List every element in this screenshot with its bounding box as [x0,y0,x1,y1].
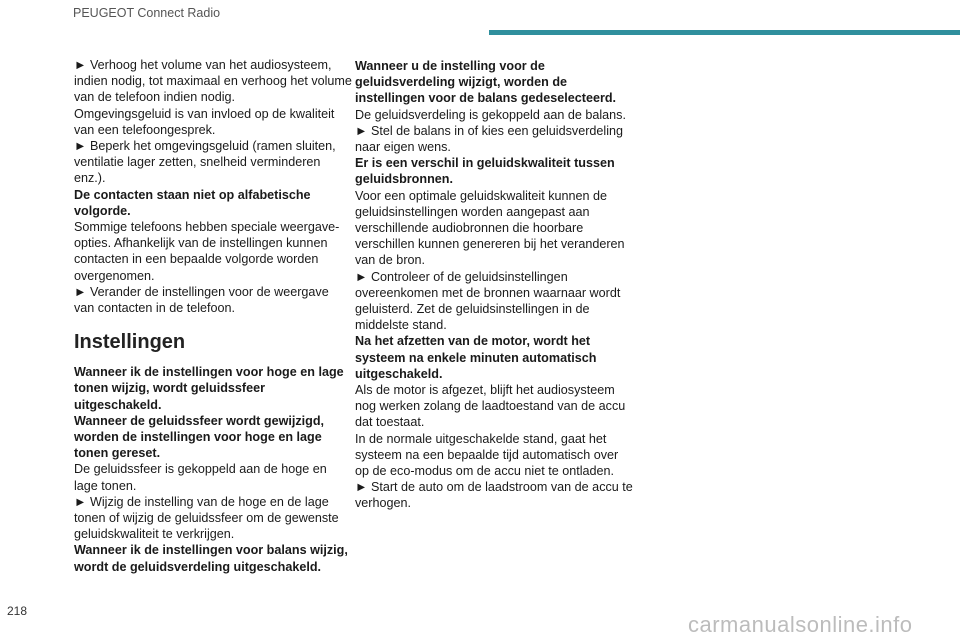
bold-paragraph: Er is een verschil in geluidskwaliteit tussen geluidsbronnen. [355,156,615,187]
right-column [355,58,633,512]
paragraph: Sommige telefoons hebben speciale weergave-opties. Afhankelijk van de instellingen kunnen contacten in een bepaalde volgorde worden overgenomen. [74,220,340,283]
paragraph: ► Controleer of de geluidsinstellingen overeenkomen met de bronnen waarnaar wordt geluisterd. Zet de geluidsinstellingen in de middelste stand. [355,269,621,333]
paragraph: Als de motor is afgezet, blijft het audiosysteem nog werken zolang de laadtoestand van de accu dat toestaat. [355,383,626,430]
watermark: carmanualsonline.info [688,612,913,637]
paragraph: In de normale uitgeschakelde stand, gaat het systeem na een bepaalde tijd automatisch over op de eco-modus om de accu niet te ontladen. [355,431,619,479]
paragraph: Omgevingsgeluid is van invloed op de kwaliteit van een telefoongesprek. [74,106,335,137]
header-accent-bar [489,30,960,35]
section-heading: Instellingen [74,331,186,354]
paragraph: ► Beperk het omgevingsgeluid (ramen sluiten, ventilatie lager zetten, snelheid verminderen enz.). [74,139,336,186]
left-column [74,57,352,575]
bold-paragraph: Wanneer ik de instellingen voor hoge en lage tonen wijzig, wordt geluidssfeer uitgeschakeld. [74,365,344,412]
header-title: PEUGEOT Connect Radio [73,6,221,20]
bold-paragraph: De contacten staan niet op alfabetische volgorde. [74,187,311,218]
page-number: 218 [7,604,28,618]
paragraph: ► Start de auto om de laadstroom van de accu te verhogen. [355,480,633,511]
paragraph: ► Verhoog het volume van het audiosysteem, indien nodig, tot maximaal en verhoog het volume van de telefoon indien nodig. [74,58,352,105]
bold-paragraph: Wanneer de geluidssfeer wordt gewijzigd, worden de instellingen voor hoge en lage tonen gereset. [74,413,325,461]
paragraph: De geluidsverdeling is gekoppeld aan de balans. [355,107,626,122]
paragraph: ► Verander de instellingen voor de weergave van contacten in de telefoon. [74,284,329,316]
bold-paragraph: Wanneer u de instelling voor de geluidsverdeling wijzigt, worden de instellingen voor de balans gedeselecteerd. [355,59,617,106]
paragraph: ► Wijzig de instelling van de hoge en de lage tonen of wijzig de geluidssfeer om de gewenste geluidskwaliteit te verkrijgen. [74,494,339,542]
paragraph: Voor een optimale geluidskwaliteit kunnen de geluidsinstellingen worden aangepast aan verschillende audiobronnen die hoorbare verschillen kunnen genereren bij het veranderen van de bron. [355,188,625,268]
paragraph: ► Stel de balans in of kies een geluidsverdeling naar eigen wens. [355,123,624,155]
bold-paragraph: Wanneer ik de instellingen voor balans wijzig, wordt de geluidsverdeling uitgeschakeld. [74,543,348,574]
paragraph: De geluidssfeer is gekoppeld aan de hoge en lage tonen. [74,462,327,493]
bold-paragraph: Na het afzetten van de motor, wordt het systeem na enkele minuten automatisch uitgeschakeld. [355,334,597,381]
